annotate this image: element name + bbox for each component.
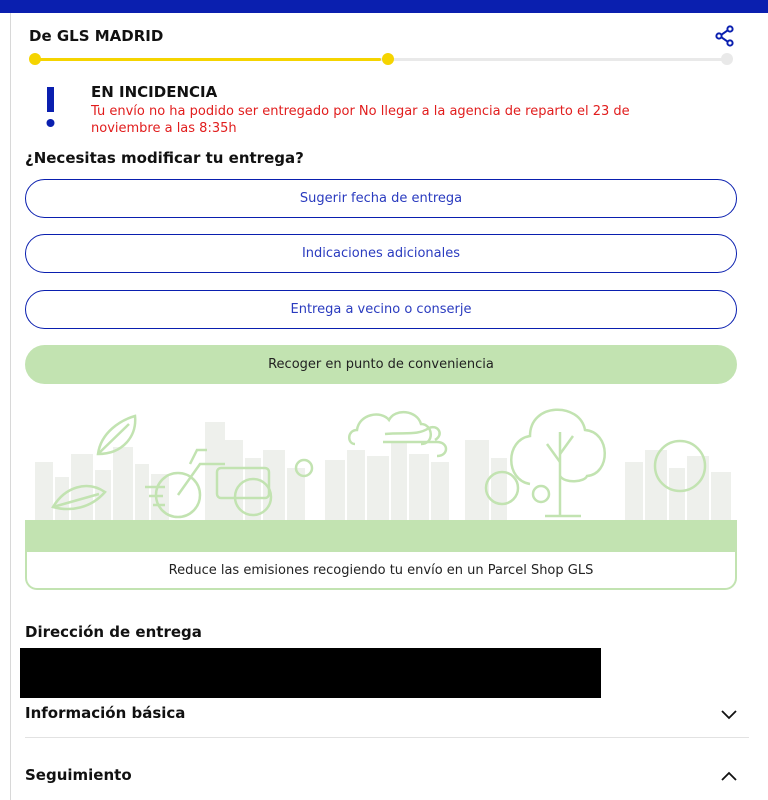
- status-message: Tu envío no ha podido ser entregado por No llegar a la agencia de reparto el 23 de noviembre a las 8:35h: [91, 104, 630, 136]
- tracking-title: Seguimiento: [25, 766, 132, 784]
- progress-fill: [35, 58, 381, 61]
- delivery-address-title: Dirección de entrega: [25, 623, 202, 641]
- city-eco-illustration: [25, 392, 737, 552]
- suggest-date-button[interactable]: Sugerir fecha de entrega: [25, 179, 737, 218]
- left-divider: [10, 13, 11, 800]
- basic-info-title: Información básica: [25, 704, 186, 722]
- redacted-address: [20, 648, 601, 698]
- pickup-point-button[interactable]: Recoger en punto de conveniencia: [25, 345, 737, 384]
- progress-step-delivered: [721, 53, 733, 65]
- chevron-down-icon[interactable]: [721, 706, 737, 722]
- share-icon[interactable]: [714, 25, 736, 47]
- progress-step-origin: [29, 53, 41, 65]
- exclamation-icon: [44, 87, 58, 129]
- top-brand-bar: [0, 0, 768, 13]
- neighbor-delivery-button[interactable]: Entrega a vecino o conserje: [25, 290, 737, 329]
- basic-info-section[interactable]: [25, 694, 749, 738]
- origin-title: De GLS MADRID: [29, 27, 164, 45]
- modify-delivery-title: ¿Necesitas modificar tu entrega?: [25, 149, 304, 167]
- status-title: EN INCIDENCIA: [91, 83, 218, 101]
- progress-track: [35, 58, 727, 61]
- parcel-shop-promo: [25, 392, 737, 590]
- chevron-up-icon[interactable]: [721, 768, 737, 784]
- progress-step-current: [382, 53, 394, 65]
- tracking-section[interactable]: [25, 756, 749, 800]
- additional-instructions-button[interactable]: Indicaciones adicionales: [25, 234, 737, 273]
- promo-text: Reduce las emisiones recogiendo tu envío en un Parcel Shop GLS: [25, 552, 737, 590]
